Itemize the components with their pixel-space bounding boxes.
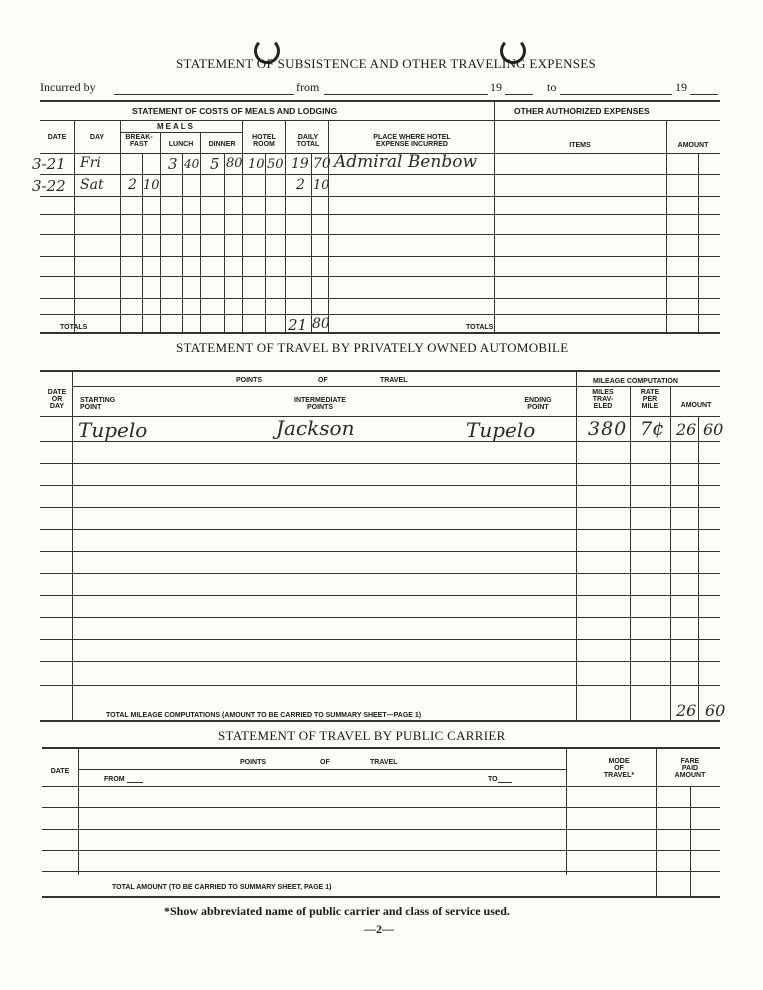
breakfast-dollars[interactable]: 2 [128,177,137,193]
meals-group-label: MEALS [157,122,195,131]
starting-point[interactable]: Tupelo [78,418,148,442]
carrier-points-label: POINTS [240,759,267,766]
year-label-2: 19 [675,80,687,94]
row-day[interactable]: Sat [80,177,104,193]
carrier-total-label: TOTAL AMOUNT (TO BE CARRIED TO SUMMARY SHEET, PAGE 1) [112,884,332,891]
col-fare-paid: FARE PAID AMOUNT [674,758,706,779]
col-ending-point: ENDING POINT [524,397,552,411]
col-auto-amount: AMOUNT [680,402,712,409]
carrier-to-label: TO [488,776,498,783]
footnote: *Show abbreviated name of public carrier and class of service used. [164,904,510,918]
col-other-amount: AMOUNT [677,142,709,149]
hotel-dollars[interactable]: 10 [248,157,265,172]
from-line[interactable] [324,94,488,95]
of-label: OF [318,377,328,384]
hotel-cents[interactable]: 50 [267,157,284,172]
row-day[interactable]: Fri [80,155,101,171]
col-hotel-room: HOTEL ROOM [252,134,276,148]
col-items: ITEMS [569,142,591,149]
daily-dollars[interactable]: 2 [296,177,305,193]
dinner-dollars[interactable]: 5 [210,155,220,173]
col-dinner: DINNER [208,141,236,148]
to-label: to [547,80,557,94]
daily-cents[interactable]: 70 [313,156,331,172]
intermediate-points[interactable]: Jackson [276,416,355,440]
form-title: STATEMENT OF SUBSISTENCE AND OTHER TRAVELING EXPENSES [176,56,597,71]
totals-label-left: TOTALS [60,324,88,331]
col-breakfast: BREAK- FAST [125,134,153,148]
col-daily-total: DAILY TOTAL [296,134,320,148]
col-intermediate-points: INTERMEDIATE POINTS [294,397,346,411]
daily-cents[interactable]: 10 [313,178,330,193]
page-number: —2— [364,922,394,936]
total-mileage-dollars[interactable]: 26 [676,701,697,720]
carrier-from-line[interactable] [127,782,143,783]
incurred-by-line[interactable] [114,94,294,95]
lunch-cents[interactable]: 40 [184,157,200,171]
col-place: PLACE WHERE HOTEL EXPENSE INCURRED [373,134,451,148]
meals-section-title: STATEMENT OF COSTS OF MEALS AND LODGING [132,106,338,116]
to-line[interactable] [560,94,672,95]
year-line-1[interactable] [505,94,533,95]
totals-label-right: TOTALS [466,324,494,331]
col-lunch: LUNCH [168,141,194,148]
total-dollars[interactable]: 21 [288,316,308,334]
col-date: DATE [47,134,67,141]
travel-label: TRAVEL [380,377,408,384]
carrier-of-label: OF [320,759,330,766]
row-date[interactable]: 3-21 [32,155,66,173]
col-miles-traveled: MILES TRAV- ELED [592,389,614,410]
col-rate-per-mile: RATE PER MILE [640,389,660,410]
amount-dollars[interactable]: 26 [676,420,697,439]
mileage-computation-label: MILEAGE COMPUTATION [593,378,678,385]
miles-traveled[interactable]: 380 [588,418,628,440]
daily-dollars[interactable]: 19 [291,156,309,172]
col-date-or-day: DATE OR DAY [47,389,67,410]
points-label: POINTS [236,377,263,384]
col-mode-of-travel: MODE OF TRAVEL* [603,758,635,779]
col-starting-point: STARTING POINT [80,397,116,411]
year-label-1: 19 [490,80,502,94]
place-hotel[interactable]: Admiral Benbow [334,152,477,172]
year-line-2[interactable] [690,94,718,95]
ending-point[interactable]: Tupelo [466,418,536,442]
col-day: DAY [89,134,105,141]
carrier-travel-label: TRAVEL [370,759,398,766]
carrier-from-label: FROM [104,776,125,783]
auto-section-title: STATEMENT OF TRAVEL BY PRIVATELY OWNED AUTOMOBILE [176,340,569,355]
carrier-to-line[interactable] [498,782,512,783]
row-date[interactable]: 3-22 [32,177,66,195]
amount-cents[interactable]: 60 [703,420,724,439]
total-mileage-label: TOTAL MILEAGE COMPUTATIONS (AMOUNT TO BE CARRIED TO SUMMARY SHEET—PAGE 1) [106,712,422,719]
lunch-dollars[interactable]: 3 [168,155,178,173]
total-cents[interactable]: 80 [312,316,330,332]
rate-per-mile[interactable]: 7¢ [640,418,665,440]
breakfast-cents[interactable]: 10 [143,178,160,193]
total-mileage-cents[interactable]: 60 [705,701,726,720]
incurred-by-label: Incurred by [40,80,96,94]
from-label: from [296,80,320,94]
other-expenses-title: OTHER AUTHORIZED EXPENSES [514,106,650,116]
carrier-col-date: DATE [50,768,70,775]
carrier-section-title: STATEMENT OF TRAVEL BY PUBLIC CARRIER [218,728,506,743]
dinner-cents[interactable]: 80 [226,156,243,171]
